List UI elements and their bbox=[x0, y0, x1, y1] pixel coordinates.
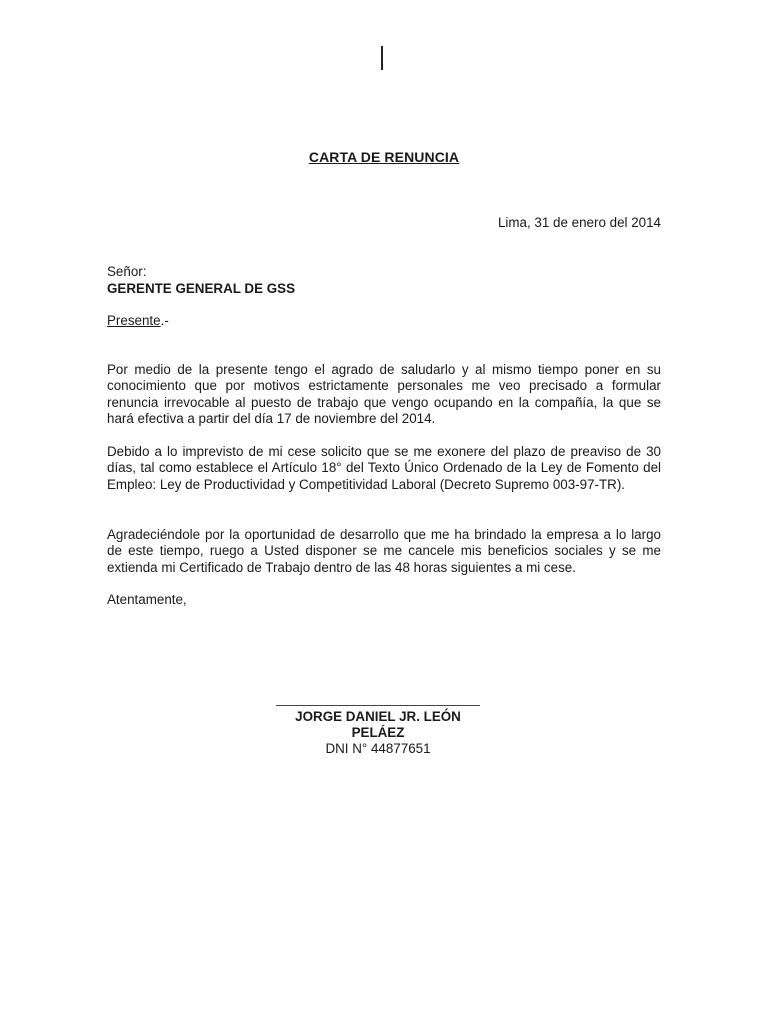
body-paragraph-3: Agradeciéndole por la oportunidad de desarrollo que me ha brindado la empresa a lo largo de este tiempo, ruego a Usted disponer se me cancele mis beneficios sociales y se me extienda mi Certificado de Trabajo dentro de las 48 horas siguientes a mi cese. bbox=[107, 527, 661, 575]
text-cursor bbox=[381, 46, 383, 70]
presente-word: Presente bbox=[107, 313, 161, 328]
recipient: GERENTE GENERAL DE GSS bbox=[107, 281, 295, 296]
body-paragraph-1: Por medio de la presente tengo el agrado de saludarlo y al mismo tiempo poner en su conocimiento que por motivos estrictamente personales me veo precisado a formular renuncia irrevocable al puesto de trabajo que vengo ocupando en la compañía, la que se hará efectiva a partir del día 17 de noviembre del 2014. bbox=[107, 362, 661, 426]
salutation: Señor: bbox=[107, 264, 147, 279]
body-paragraph-2: Debido a lo imprevisto de mi cese solicito que se me exonere del plazo de preaviso de 30 días, tal como establece el Artículo 18° del Texto Único Ordenado de la Ley de Fomento del Empleo: Ley de Productividad y Competitividad Laboral (Decreto Supremo 003-97-TR). bbox=[107, 444, 661, 492]
signature-dni: DNI N° 44877651 bbox=[325, 741, 431, 756]
presente-suffix: .- bbox=[160, 313, 169, 328]
letter-title: CARTA DE RENUNCIA bbox=[308, 149, 460, 165]
presente-line bbox=[107, 313, 661, 329]
signature-line bbox=[276, 705, 480, 706]
closing: Atentamente, bbox=[107, 592, 187, 607]
signature-name: JORGE DANIEL JR. LEÓN PELÁEZ bbox=[295, 709, 461, 741]
letter-date: Lima, 31 de enero del 2014 bbox=[497, 215, 661, 230]
